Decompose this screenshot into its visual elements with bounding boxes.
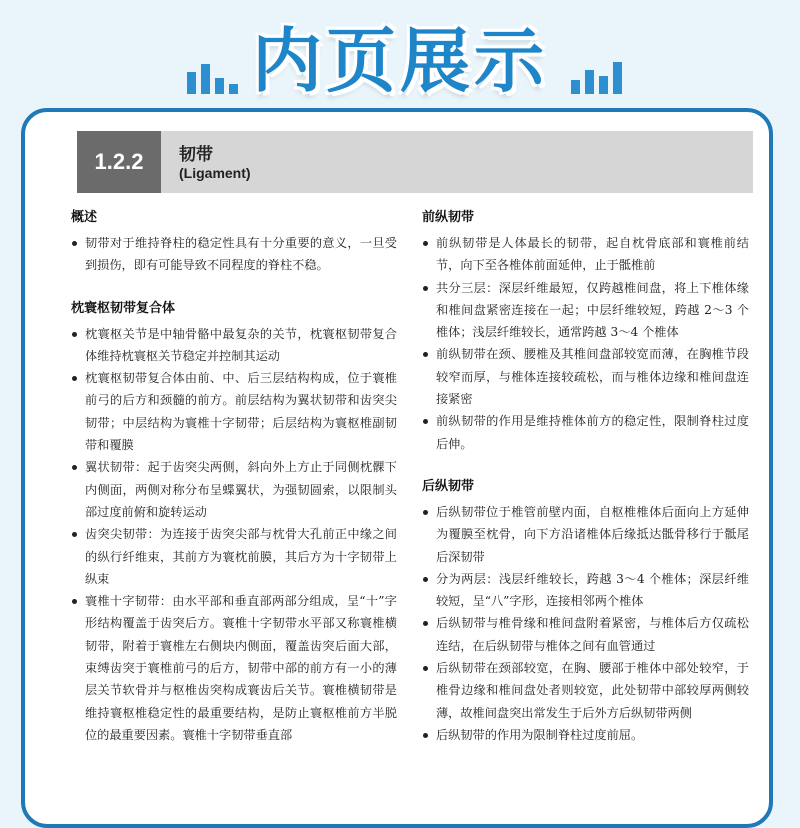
- bullet-item: 前纵韧带是人体最长的韧带，起自枕骨底部和寰椎前结节，向下至各椎体前面延伸，止于骶椎前: [422, 232, 749, 277]
- bullet-item: 韧带对于维持脊柱的稳定性具有十分重要的意义，一旦受到损伤，即有可能导致不同程度的脊柱不稳。: [71, 232, 397, 277]
- bullet-item: 翼状韧带：起于齿突尖两侧，斜向外上方止于同侧枕髁下内侧面，两侧对称分布呈蝶翼状，为强韧圆索，以限制头部过度前俯和旋转运动: [71, 456, 397, 523]
- bullet-item: 前纵韧带的作用是维持椎体前方的稳定性，限制脊柱过度后伸。: [422, 410, 749, 455]
- section-title-en: (Ligament): [179, 165, 251, 181]
- section-title-box: [161, 131, 753, 193]
- bullet-list: [71, 232, 397, 277]
- bullet-item: 前纵韧带在颈、腰椎及其椎间盘部较宽而薄，在胸椎节段较窄而厚，与椎体连接较疏松，而与椎体边缘和椎间盘连接紧密: [422, 343, 749, 410]
- section-number: 1.2.2: [77, 131, 161, 193]
- banner-title: 内页展示: [252, 20, 548, 102]
- subsection-overview: [71, 208, 397, 277]
- subsection-anterior-longitudinal: [422, 208, 749, 455]
- left-column: [71, 208, 397, 768]
- subsection-heading: 概述: [71, 210, 98, 225]
- book-page: [21, 108, 773, 828]
- right-column: [422, 208, 749, 768]
- bullet-item: 后纵韧带与椎骨缘和椎间盘附着紧密，与椎体后方仅疏松连结，在后纵韧带与椎体之间有血管通过: [422, 612, 749, 657]
- bullet-item: 分为两层：浅层纤维较长，跨越 3～4 个椎体；深层纤维较短，呈“八”字形，连接相邻两个椎体: [422, 568, 749, 613]
- subsection-heading: 前纵韧带: [422, 210, 475, 225]
- bullet-list: [422, 232, 749, 455]
- bullet-item: 共分三层：深层纤维最短，仅跨越椎间盘，将上下椎体缘和椎间盘紧密连接在一起；中层纤维较短，跨越 2～3 个椎体；浅层纤维较长，通常跨越 3～4 个椎体: [422, 277, 749, 344]
- subsection-posterior-longitudinal: [422, 477, 749, 746]
- subsection-heading: 后纵韧带: [422, 478, 475, 494]
- bullet-item: 齿突尖韧带：为连接于齿突尖部与枕骨大孔前正中缘之间的纵行纤维束，其前方为寰枕前膜，其后方为十字韧带上纵束: [71, 523, 397, 590]
- bullet-item: 后纵韧带位于椎管前壁内面，自枢椎椎体后面向上方延伸为覆膜至枕骨，向下方沿诸椎体后缘抵达骶骨移行于骶尾后深韧带: [422, 501, 749, 568]
- bullet-list: [422, 501, 749, 746]
- bullet-item: 后纵韧带在颈部较宽，在胸、腰部于椎体中部处较窄，于椎骨边缘和椎间盘处者则较宽，此处韧带中部较厚两侧较薄，故椎间盘突出常发生于后外方后纵韧带两侧: [422, 657, 749, 724]
- bullet-item: 枕寰枢关节是中轴骨骼中最复杂的关节，枕寰枢韧带复合体维持枕寰枢关节稳定并控制其运动: [71, 323, 397, 368]
- bullet-item: 后纵韧带的作用为限制脊柱过度前屈。: [422, 724, 749, 746]
- bullet-list: [71, 323, 397, 747]
- section-title-zh: 韧带: [179, 145, 213, 165]
- subsection-occipito-atlanto-axial: [71, 299, 397, 747]
- bullet-item: 枕寰枢韧带复合体由前、中、后三层结构构成，位于寰椎前弓的后方和颈髓的前方。前层结构为翼状韧带和齿突尖韧带；中层结构为寰椎十字韧带；后层结构为寰枢椎副韧带和覆膜: [71, 367, 397, 456]
- bullet-item: 寰椎十字韧带：由水平部和垂直部两部分组成，呈“十”字形结构覆盖于齿突后方。寰椎十字韧带水平部又称寰椎横韧带，附着于寰椎左右侧块内侧面，覆盖齿突后面大部，束缚齿突于寰椎前弓的后方，韧带中部的前方有一小的薄层关节软骨并与枢椎齿突构成寰齿后关节。寰椎横韧带是维持寰枢椎稳定性的最重要结构，是防止寰枢椎前方半脱位的最重要因素。寰椎十字韧带垂直部: [71, 590, 397, 746]
- subsection-heading: 枕寰枢韧带复合体: [71, 300, 176, 316]
